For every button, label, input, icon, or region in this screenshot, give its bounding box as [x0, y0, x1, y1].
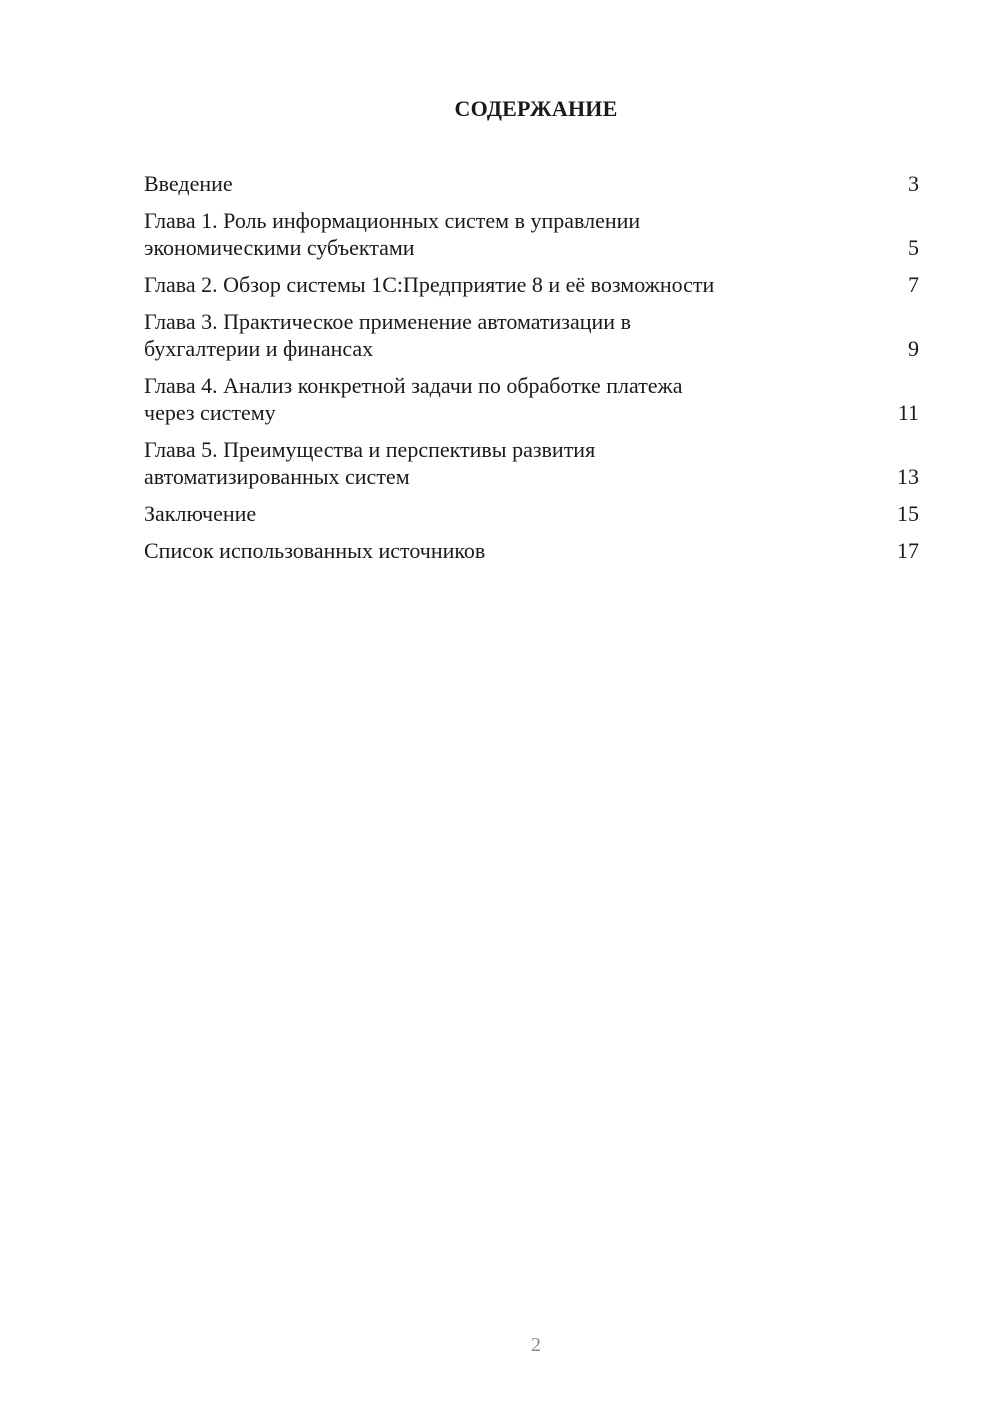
toc-entry-page: 11 [897, 400, 919, 425]
toc-entry-page: 15 [897, 501, 919, 526]
toc-entry-page: 7 [908, 272, 919, 297]
toc-entry-text: Глава 4. Анализ конкретной задачи по обработке платежа через систему [144, 373, 683, 425]
toc-entry-chapter-4 [144, 372, 919, 426]
toc-entry-page: 17 [897, 538, 919, 563]
toc-entry-page: 9 [908, 336, 919, 361]
toc-entry-text: Введение [144, 171, 233, 196]
toc-entry-page: 5 [908, 235, 919, 260]
toc-entry-text: Список использованных источников [144, 538, 486, 563]
toc-entry-text: Глава 1. Роль информационных систем в управлении экономическими субъектами [144, 208, 641, 260]
toc-entry-text: Глава 3. Практическое применение автоматизации в бухгалтерии и финансах [144, 309, 631, 361]
toc-entry-page: 3 [908, 171, 919, 196]
table-of-contents [144, 170, 919, 574]
toc-entry-conclusion [144, 500, 919, 527]
toc-entry-chapter-3 [144, 308, 919, 362]
toc-entry-text: Глава 5. Преимущества и перспективы развития автоматизированных систем [144, 437, 596, 489]
toc-entry-introduction [144, 170, 919, 197]
page-number: 2 [531, 1334, 541, 1356]
toc-entry-chapter-1 [144, 207, 919, 261]
toc-entry-chapter-5 [144, 436, 919, 490]
toc-entry-chapter-2 [144, 271, 919, 298]
toc-title: СОДЕРЖАНИЕ [454, 96, 618, 121]
toc-entry-page: 13 [897, 464, 919, 489]
toc-entry-text: Заключение [144, 501, 257, 526]
toc-entry-references [144, 537, 919, 564]
toc-entry-text: Глава 2. Обзор системы 1С:Предприятие 8 и её возможности [144, 272, 715, 297]
